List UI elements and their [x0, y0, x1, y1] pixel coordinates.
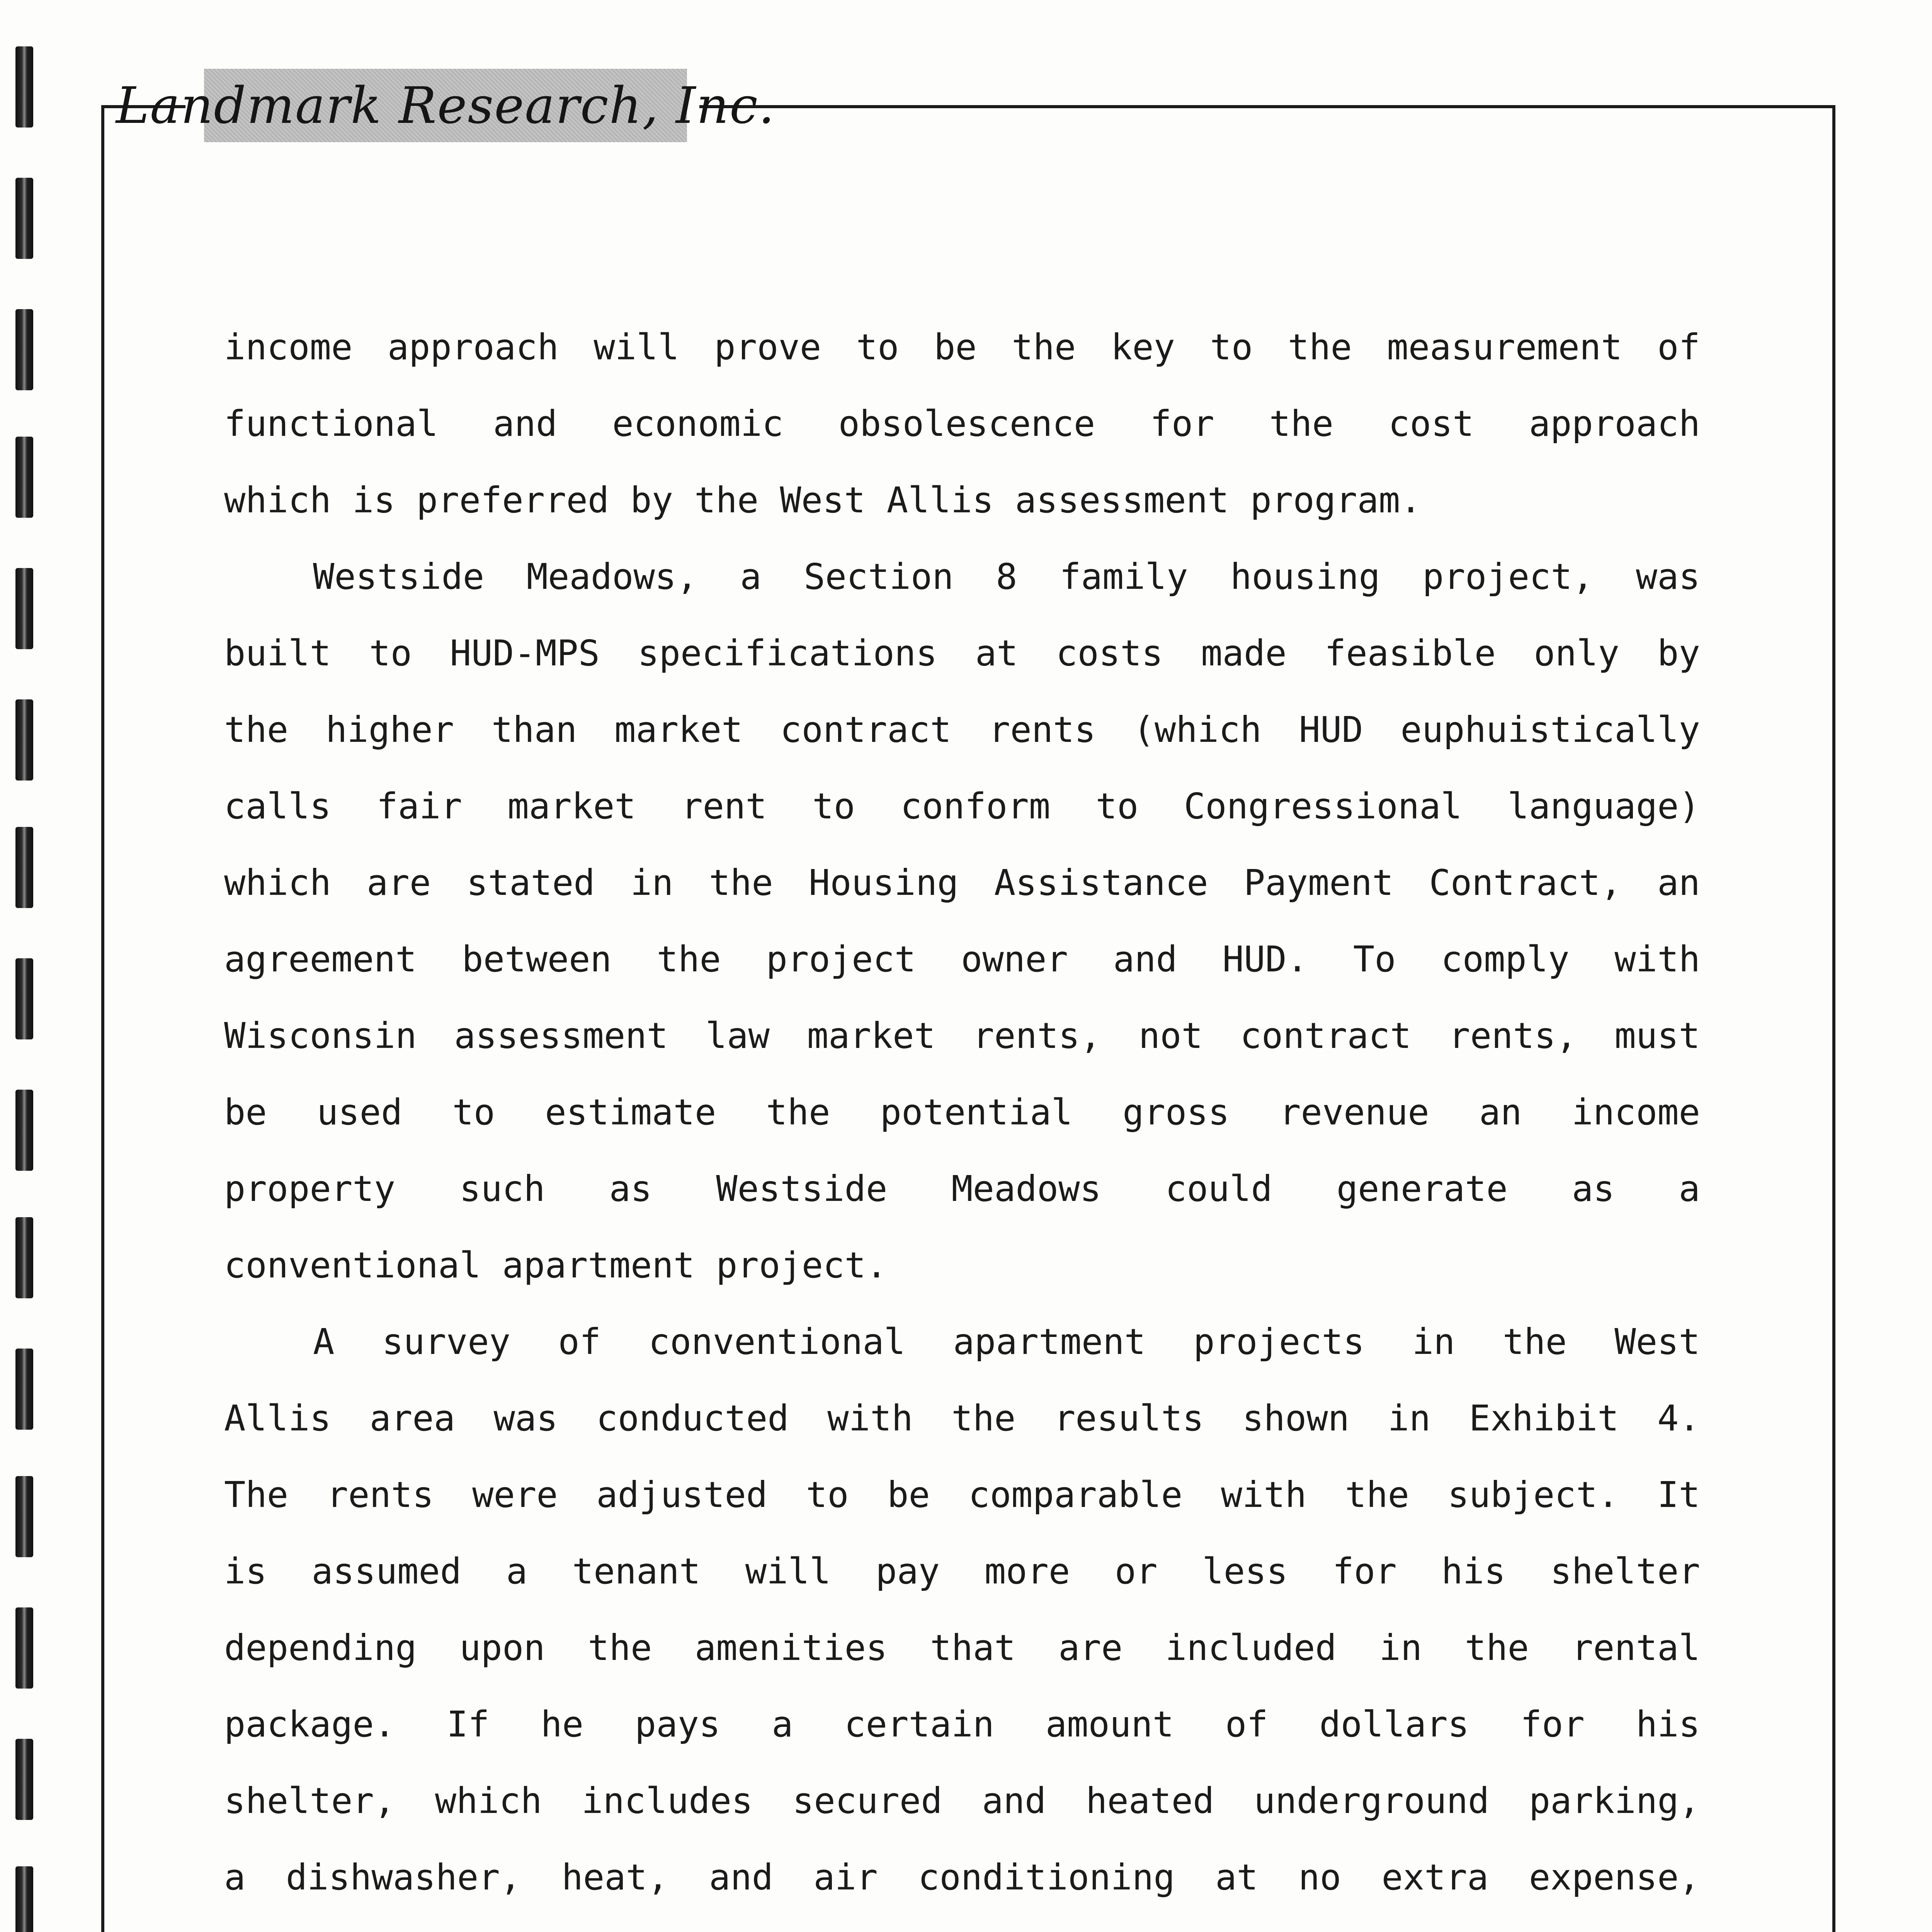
word: specifications — [638, 633, 937, 674]
text-line — [224, 1227, 1700, 1304]
word: subject. — [1447, 1474, 1619, 1515]
word: Westside — [716, 1168, 888, 1209]
word: income — [224, 327, 353, 368]
word: included — [1165, 1627, 1337, 1668]
word: the — [1345, 1474, 1409, 1515]
word: results — [1054, 1398, 1204, 1439]
word: to — [856, 327, 899, 368]
word: depending — [224, 1627, 417, 1668]
word: and — [709, 1857, 774, 1898]
word: to — [812, 786, 855, 827]
word: stated — [466, 862, 595, 903]
word: contract — [780, 709, 952, 750]
word: for — [1520, 1704, 1585, 1745]
binding-hole — [15, 1090, 33, 1171]
text-line — [224, 998, 1700, 1074]
binding-hole — [15, 1217, 33, 1298]
word: an — [1479, 1092, 1522, 1133]
word — [1092, 1916, 1156, 1932]
word: market — [807, 1015, 935, 1056]
text-line — [224, 1610, 1700, 1686]
word: be — [224, 1092, 267, 1133]
word: extra — [1381, 1857, 1489, 1898]
word: Housing — [808, 862, 959, 903]
word: economic — [612, 403, 784, 444]
word: assumed — [311, 1551, 462, 1592]
word: is — [224, 1551, 267, 1592]
word: air — [813, 1857, 878, 1898]
word: includes — [582, 1780, 753, 1821]
word: the — [951, 1398, 1016, 1439]
word: Payment — [1243, 862, 1394, 903]
word: package. — [224, 1704, 396, 1745]
word: law — [705, 1015, 770, 1056]
word: property — [224, 1168, 396, 1209]
word: will — [745, 1551, 831, 1592]
word: will — [594, 327, 679, 368]
word: the — [1012, 327, 1076, 368]
word: the — [1464, 1627, 1529, 1668]
binding-hole — [15, 1349, 33, 1430]
text-line — [224, 462, 1700, 539]
word: obsolescence — [838, 403, 1095, 444]
word: assessment — [1015, 480, 1229, 521]
word: is — [352, 480, 395, 521]
word: feasible — [1324, 633, 1496, 674]
word: conventional — [648, 1321, 906, 1362]
word: To — [1353, 939, 1396, 980]
word: made — [1201, 633, 1287, 674]
word: for — [1150, 403, 1214, 444]
word: measurement — [1387, 327, 1622, 368]
word: tenant — [572, 1551, 701, 1592]
word: to — [1095, 786, 1139, 827]
binding-hole — [15, 46, 33, 128]
word: his — [1636, 1704, 1700, 1745]
text-line — [224, 1686, 1700, 1763]
word: certain — [844, 1704, 995, 1745]
word — [639, 1916, 725, 1932]
word: project — [766, 939, 916, 980]
word: assessment — [454, 1015, 668, 1056]
word: amenities — [694, 1627, 888, 1668]
word: HUD — [1299, 709, 1363, 750]
word: rent — [681, 786, 767, 827]
binding-hole — [15, 699, 33, 781]
word: prove — [714, 327, 821, 368]
word: amount — [1045, 1704, 1174, 1745]
word: family — [1060, 556, 1188, 597]
word: pay — [875, 1551, 940, 1592]
word: and — [1113, 939, 1177, 980]
word: built — [224, 633, 331, 674]
word: language) — [1507, 786, 1700, 827]
word: heat, — [561, 1857, 669, 1898]
text-line — [224, 1074, 1700, 1151]
word: dishwasher, — [286, 1857, 522, 1898]
word: fair — [376, 786, 462, 827]
word: a — [740, 556, 762, 597]
word: was — [1636, 556, 1700, 597]
word: in — [1412, 1321, 1455, 1362]
binding-hole — [15, 958, 33, 1039]
word: It — [1657, 1474, 1700, 1515]
word: which — [435, 1780, 542, 1821]
word: a — [506, 1551, 528, 1592]
word — [348, 1916, 434, 1932]
word: higher — [325, 709, 454, 750]
binding-hole — [15, 437, 33, 518]
word: Westside — [313, 556, 485, 597]
binding-hole — [15, 309, 33, 390]
word: comply — [1441, 939, 1570, 980]
word: an — [1657, 862, 1700, 903]
word: parking, — [1529, 1780, 1700, 1821]
word: to — [452, 1092, 495, 1133]
word: of — [1657, 327, 1700, 368]
word: revenue — [1279, 1092, 1429, 1133]
word: are — [1058, 1627, 1123, 1668]
word: with — [1221, 1474, 1307, 1515]
word: to — [806, 1474, 849, 1515]
word: rents — [988, 709, 1096, 750]
word: used — [316, 1092, 403, 1133]
text-line — [224, 539, 1700, 615]
word: expense, — [1529, 1857, 1700, 1898]
word: A — [313, 1321, 335, 1362]
word: cost — [1388, 403, 1474, 444]
text-line — [224, 1151, 1700, 1227]
word: could — [1165, 1168, 1272, 1209]
word: less — [1202, 1551, 1288, 1592]
word: which — [224, 480, 331, 521]
word: such — [459, 1168, 545, 1209]
word: HUD. — [1222, 939, 1308, 980]
text-line — [224, 1304, 1700, 1380]
logo-text: Landmark Research, Inc. — [116, 76, 776, 135]
binding-holes — [15, 46, 39, 1932]
word: project. — [716, 1245, 888, 1286]
word: Wisconsin — [224, 1015, 417, 1056]
word: was — [493, 1398, 558, 1439]
word: area — [369, 1398, 456, 1439]
word: Section — [804, 556, 954, 597]
word: agreement — [224, 939, 417, 980]
word: by — [630, 480, 673, 521]
word: between — [462, 939, 612, 980]
word: market — [614, 709, 743, 750]
word: conform — [900, 786, 1051, 827]
word: of — [558, 1321, 601, 1362]
word: are — [367, 862, 431, 903]
text-line — [224, 692, 1700, 768]
text-line — [224, 1457, 1700, 1533]
word: calls — [224, 786, 331, 827]
word: shelter, — [224, 1780, 396, 1821]
word: of — [1225, 1704, 1268, 1745]
word: at — [1215, 1857, 1258, 1898]
word: upon — [459, 1627, 545, 1668]
word: rental — [1571, 1627, 1700, 1668]
text-line — [224, 1533, 1700, 1610]
word: project, — [1422, 556, 1594, 597]
word: a — [224, 1857, 246, 1898]
word — [224, 1916, 310, 1932]
word: the — [709, 862, 773, 903]
word: no — [1298, 1857, 1342, 1898]
word: projects — [1193, 1321, 1365, 1362]
binding-hole — [15, 178, 33, 259]
word: If — [446, 1704, 490, 1745]
word: and — [982, 1780, 1046, 1821]
word: with — [827, 1398, 913, 1439]
word: conventional — [224, 1245, 481, 1286]
word: owner — [961, 939, 1068, 980]
word: his — [1441, 1551, 1506, 1592]
word: were — [472, 1474, 558, 1515]
word: Contract, — [1429, 862, 1622, 903]
word: that — [930, 1627, 1016, 1668]
word: by — [1657, 633, 1700, 674]
word: Exhibit — [1469, 1398, 1619, 1439]
word: conditioning — [918, 1857, 1175, 1898]
word: rents, — [973, 1015, 1101, 1056]
word: pays — [634, 1704, 721, 1745]
word: key — [1111, 327, 1175, 368]
word: only — [1534, 633, 1619, 674]
text-line — [224, 768, 1700, 845]
word — [1572, 1916, 1700, 1932]
word: rents — [327, 1474, 434, 1515]
word: rents, — [1449, 1015, 1577, 1056]
word: approach — [387, 327, 559, 368]
word: Congressional — [1184, 786, 1462, 827]
word: underground — [1253, 1780, 1490, 1821]
word: functional — [224, 403, 438, 444]
word: be — [887, 1474, 930, 1515]
text-line — [224, 386, 1700, 462]
text-line — [224, 1763, 1700, 1839]
word: costs — [1056, 633, 1163, 674]
word — [1195, 1916, 1281, 1932]
word: the — [766, 1092, 830, 1133]
word: income — [1571, 1092, 1700, 1133]
word: approach — [1529, 403, 1700, 444]
word: the — [588, 1627, 652, 1668]
word: West — [780, 480, 866, 521]
word: heated — [1086, 1780, 1214, 1821]
word: the — [1502, 1321, 1567, 1362]
company-logo — [116, 69, 776, 142]
word: the — [1269, 403, 1333, 444]
text-line — [224, 921, 1700, 998]
word: at — [975, 633, 1018, 674]
word: West — [1614, 1321, 1700, 1362]
binding-hole — [15, 1866, 33, 1932]
text-line — [224, 1916, 1700, 1932]
word: shelter — [1550, 1551, 1700, 1592]
word: Meadows, — [526, 556, 698, 597]
word: preferred — [416, 480, 609, 521]
word: Allis — [886, 480, 994, 521]
word — [1319, 1916, 1533, 1932]
word: apartment — [502, 1245, 695, 1286]
word: or — [1114, 1551, 1158, 1592]
word: market — [507, 786, 636, 827]
binding-hole — [15, 1607, 33, 1689]
word: shown — [1242, 1398, 1350, 1439]
word: apartment — [953, 1321, 1146, 1362]
word: contract — [1240, 1015, 1412, 1056]
word: survey — [382, 1321, 511, 1362]
word: (which — [1133, 709, 1262, 750]
word: for — [1332, 1551, 1397, 1592]
word: which — [224, 862, 331, 903]
binding-hole — [15, 1739, 33, 1820]
word: than — [491, 709, 577, 750]
word: adjusted — [596, 1474, 768, 1515]
text-line — [224, 1380, 1700, 1457]
word: as — [1571, 1168, 1615, 1209]
word: conducted — [596, 1398, 789, 1439]
word: and — [493, 403, 558, 444]
text-line — [224, 309, 1700, 386]
word: Allis — [224, 1398, 331, 1439]
word: more — [984, 1551, 1070, 1592]
word: 4. — [1657, 1398, 1700, 1439]
word: secured — [792, 1780, 942, 1821]
body-text — [224, 309, 1700, 1932]
word: to — [1210, 327, 1253, 368]
word: to — [369, 633, 412, 674]
word: the — [1287, 327, 1352, 368]
word: program. — [1250, 480, 1422, 521]
word: in — [630, 862, 673, 903]
word: HUD-MPS — [450, 633, 600, 674]
text-line — [224, 845, 1700, 921]
word: comparable — [968, 1474, 1183, 1515]
word: must — [1614, 1015, 1700, 1056]
word: not — [1138, 1015, 1203, 1056]
word: a — [1679, 1168, 1700, 1209]
word: Meadows — [951, 1168, 1101, 1209]
word — [763, 1916, 827, 1932]
word: as — [609, 1168, 652, 1209]
text-line — [224, 1839, 1700, 1916]
word: dollars — [1319, 1704, 1469, 1745]
word: the — [694, 480, 759, 521]
word: in — [1379, 1627, 1422, 1668]
binding-hole — [15, 1476, 33, 1557]
binding-hole — [15, 827, 33, 908]
word: be — [934, 327, 977, 368]
word: he — [541, 1704, 584, 1745]
word: euphuistically — [1400, 709, 1700, 750]
word: estimate — [545, 1092, 716, 1133]
word: a — [772, 1704, 793, 1745]
text-line — [224, 615, 1700, 692]
word: generate — [1336, 1168, 1508, 1209]
word: the — [224, 709, 289, 750]
word: the — [656, 939, 721, 980]
word: with — [1614, 939, 1700, 980]
word: in — [1388, 1398, 1431, 1439]
word — [472, 1916, 600, 1932]
word: Assistance — [994, 862, 1208, 903]
word: The — [224, 1474, 289, 1515]
word: 8 — [996, 556, 1017, 597]
word — [866, 1916, 952, 1932]
word: potential — [880, 1092, 1073, 1133]
word: housing — [1230, 556, 1380, 597]
word — [990, 1916, 1054, 1932]
binding-hole — [15, 568, 33, 649]
word: gross — [1122, 1092, 1230, 1133]
